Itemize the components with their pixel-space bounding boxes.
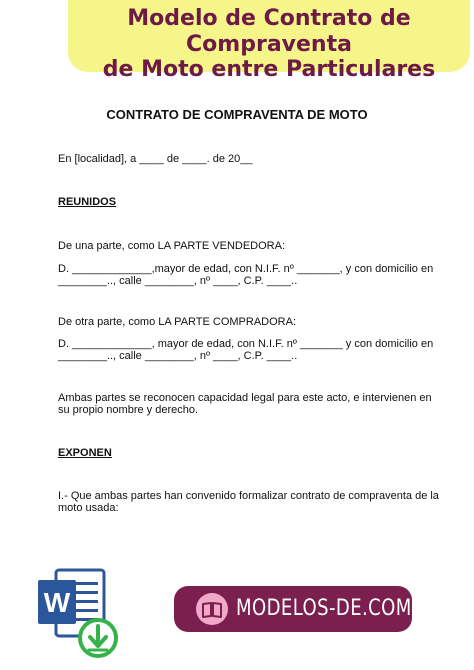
title-line-1: Modelo de Contrato de	[127, 6, 411, 31]
buyer-intro: De otra parte, como LA PARTE COMPRADORA:	[58, 316, 297, 328]
page-title	[68, 6, 470, 83]
contract-title: CONTRATO DE COMPRAVENTA DE MOTO	[106, 107, 368, 122]
reunidos-heading: REUNIDOS	[58, 196, 117, 208]
place-date-line: En [localidad], a ____ de ____. de 20__	[58, 153, 253, 165]
title-line-3: de Moto entre Particulares	[102, 57, 436, 82]
open-book-icon	[196, 593, 228, 625]
buyer-line-1: D. _____________, mayor de edad, con N.I.F. nº _______ y con domicilio en	[58, 338, 434, 350]
word-document-icon[interactable]	[34, 566, 124, 662]
buyer-line-2: ________.., calle ________, nº ____, C.P. ____..	[58, 350, 298, 362]
capacity-line-1: Ambas partes se reconocen capacidad legal para este acto, e intervienen en	[58, 392, 432, 404]
seller-line-1: D. _____________,mayor de edad, con N.I.F. nº _______, y con domicilio en	[58, 263, 434, 275]
exponen-heading: EXPONEN	[58, 447, 112, 459]
download-arrow-icon	[80, 620, 116, 656]
word-letter: W	[43, 587, 71, 618]
title-line-2: Compraventa	[186, 31, 352, 57]
seller-line-2: ________.., calle ________, nº ____, C.P. ____..	[58, 275, 298, 287]
capacity-line-2: su propio nombre y derecho.	[58, 404, 199, 416]
seller-intro: De una parte, como LA PARTE VENDEDORA:	[58, 240, 286, 252]
clause-1-line-2: moto usada:	[58, 502, 119, 514]
brand-name[interactable]: MODELOS-DE.COM	[236, 596, 412, 621]
clause-1-line-1: I.- Que ambas partes han convenido formalizar contrato de compraventa de la	[58, 490, 439, 502]
